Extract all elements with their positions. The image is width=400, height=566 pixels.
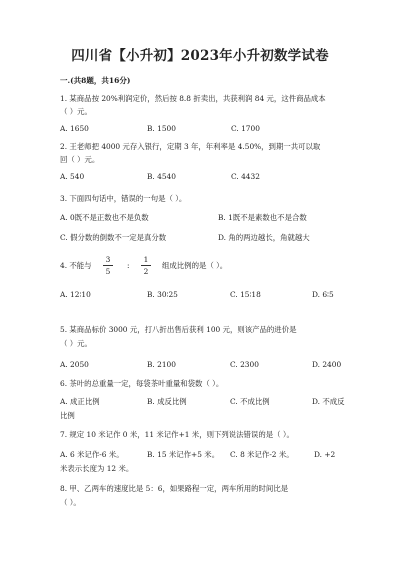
question-3-option-c[interactable]: C. 假分数的倒数不一定是真分数 (60, 233, 167, 242)
question-5-text-cont: （ ）元。 (60, 339, 92, 348)
question-2-text-cont: 回（ ）元。 (60, 155, 100, 164)
fraction-2-denominator: 2 (143, 267, 149, 276)
question-3-option-b[interactable]: B. 1既不是素数也不是合数 (218, 213, 307, 222)
fraction-1-numerator: 3 (105, 255, 111, 264)
ratio-colon: : (127, 261, 130, 270)
section-heading: 一.(共8题，共16分) (60, 76, 131, 85)
question-7-option-d[interactable]: D. +2 (314, 450, 336, 459)
question-5-option-a[interactable]: A. 2050 (60, 360, 89, 369)
fraction-2-numerator: 1 (143, 255, 149, 264)
question-8-text: 8. 甲、乙两车的速度比是 5：6，如果路程一定，两车所用的时间比是 (60, 484, 289, 493)
question-4-text-pre: 4. 不能与 (60, 261, 92, 270)
question-6-option-d-cont: 比例 (60, 411, 75, 420)
question-6-text: 6. 茶叶的总重量一定，每袋茶叶重量和袋数（ ）。 (60, 379, 224, 388)
question-1-option-b[interactable]: B. 1500 (147, 124, 176, 133)
fraction-1-bar (103, 265, 113, 266)
question-4-option-a[interactable]: A. 12∶10 (60, 290, 91, 299)
question-3-text: 3. 下面四句话中，错误的一句是（ ）。 (60, 194, 187, 203)
question-4-option-d[interactable]: D. 6∶5 (312, 290, 334, 299)
question-6-option-a[interactable]: A. 成正比例 (60, 397, 100, 406)
question-7-option-a[interactable]: A. 6 米记作-6 米。 (60, 450, 124, 459)
question-2-option-a[interactable]: A. 540 (60, 172, 85, 181)
question-6-option-b[interactable]: B. 成反比例 (147, 397, 187, 406)
question-3-option-d[interactable]: D. 角的两边越长，角就越大 (218, 233, 310, 242)
question-2-option-c[interactable]: C. 4432 (231, 172, 260, 181)
question-1-option-c[interactable]: C. 1700 (231, 124, 260, 133)
question-6-option-d[interactable]: D. 不成反 (312, 397, 345, 406)
question-5-option-b[interactable]: B. 2100 (147, 360, 176, 369)
question-3-option-a[interactable]: A. 0既不是正数也不是负数 (60, 213, 149, 222)
question-6-option-c[interactable]: C. 不成比例 (230, 397, 270, 406)
question-2-option-b[interactable]: B. 4540 (147, 172, 176, 181)
fraction-1-denominator: 5 (105, 267, 111, 276)
page-title: 四川省【小升初】2023年小升初数学试卷 (71, 48, 329, 64)
question-7-text: 7. 规定 10 米记作 0 米，11 米记作+1 米，则下列说法错误的是（ ）。 (60, 430, 294, 439)
question-7-option-b[interactable]: B. 15 米记作+5 米。 (147, 450, 220, 459)
question-7-option-c[interactable]: C. 8 米记作-2 米。 (230, 450, 294, 459)
fraction-2-bar (141, 265, 151, 266)
question-4-option-b[interactable]: B. 30∶25 (147, 290, 178, 299)
question-5-option-d[interactable]: D. 2400 (312, 360, 342, 369)
question-4-option-c[interactable]: C. 15∶18 (230, 290, 261, 299)
question-4-text-post: 组成比例的是（ ）。 (162, 261, 228, 270)
question-5-option-c[interactable]: C. 2300 (230, 360, 259, 369)
question-1-text-cont: （ ）元。 (60, 107, 92, 116)
question-7-option-d-cont: 米表示长度为 12 米。 (60, 464, 134, 473)
question-5-text: 5. 某商品标价 3000 元，打八折出售后获利 100 元，则该产品的进价是 (60, 325, 297, 334)
question-2-text: 2. 王老师把 4000 元存入银行，定期 3 年，年利率是 4.50%，到期一共可以取 (60, 142, 321, 151)
question-1-text: 1. 某商品按 20%利润定价，然后按 8.8 折卖出，共获利润 84 元，这件商品成本 (60, 94, 326, 103)
question-1-option-a[interactable]: A. 1650 (60, 124, 89, 133)
question-8-text-cont: （ ）。 (60, 498, 81, 507)
